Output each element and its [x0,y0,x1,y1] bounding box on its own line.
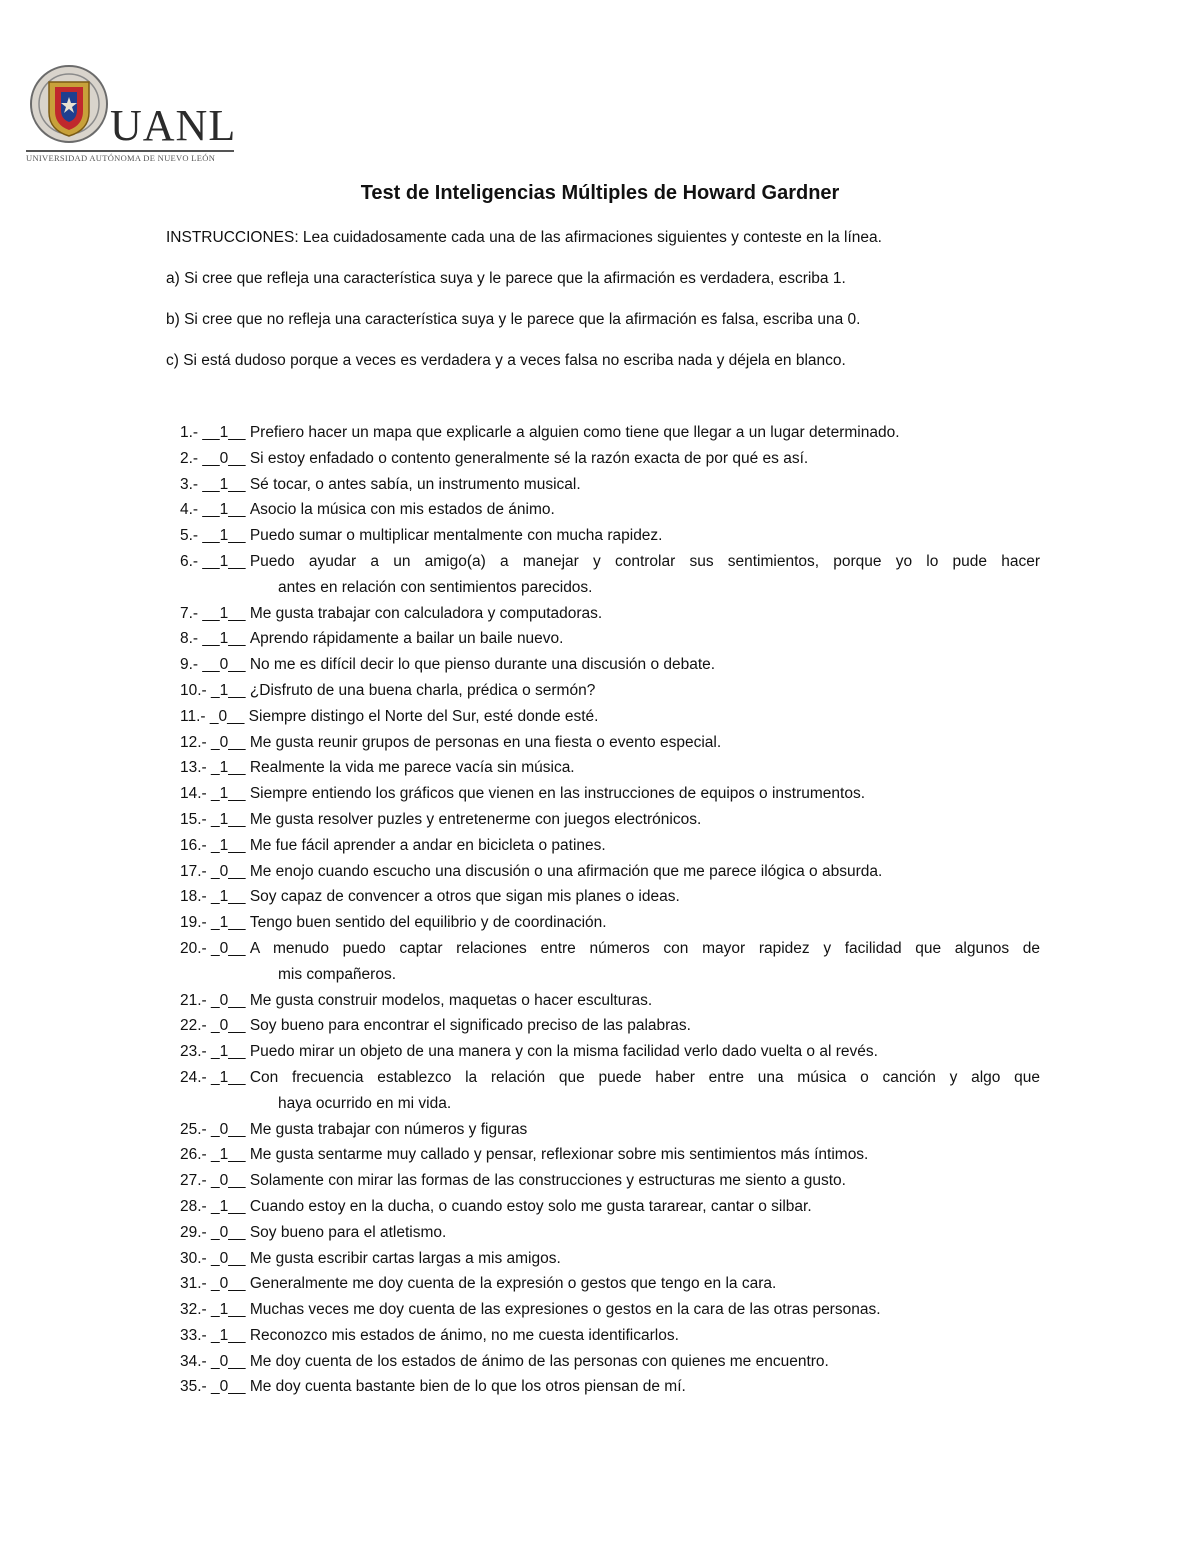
question-item [180,1220,1040,1246]
question-item [180,678,1040,704]
question-item [180,910,1040,936]
question-number: 11.- [180,707,206,725]
question-text: Prefiero hacer un mapa que explicarle a alguien como tiene que llegar a un lugar determinado. [249,424,900,441]
answer-field[interactable]: _1__ [206,1146,250,1164]
answer-field[interactable]: _0__ [206,862,250,880]
question-text: No me es difícil decir lo que pienso durante una discusión o debate. [249,656,716,674]
question-text: Cuando estoy en la ducha, o cuando estoy solo me gusta tararear, cantar o silbar. [249,1197,812,1215]
answer-field[interactable]: __1__ [198,424,250,441]
answer-field[interactable]: _0__ [206,733,250,751]
question-item [180,601,1040,627]
question-number: 3.- [180,475,199,493]
question-number: 20.- [180,939,207,957]
question-item [180,549,1040,601]
question-list [180,420,1040,1400]
question-number: 7.- [180,604,199,622]
answer-field[interactable]: __1__ [198,501,250,519]
question-item [180,859,1040,885]
question-item [180,1349,1040,1375]
question-text: Tengo buen sentido del equilibrio y de coordinación. [249,914,607,932]
answer-field[interactable]: _0__ [206,939,250,957]
answer-field[interactable]: _0__ [206,1352,250,1370]
question-item [180,730,1040,756]
question-item [180,781,1040,807]
question-item [180,497,1040,523]
question-number: 26.- [180,1146,207,1164]
question-number: 27.- [180,1172,207,1190]
question-number: 13.- [180,759,207,777]
answer-field[interactable]: _1__ [206,1043,250,1061]
question-text: Soy capaz de convencer a otros que sigan mis planes o ideas. [249,888,680,906]
question-number: 22.- [180,1017,207,1035]
question-item [180,472,1040,498]
question-item [180,1194,1040,1220]
question-item [180,884,1040,910]
answer-field[interactable]: _1__ [206,1068,250,1086]
question-number: 29.- [180,1223,207,1241]
question-text: Reconozco mis estados de ánimo, no me cuesta identificarlos. [249,1326,679,1344]
answer-field[interactable]: _0__ [206,1120,250,1138]
question-number: 30.- [180,1249,207,1267]
question-item [180,1065,1040,1117]
answer-field[interactable]: _0__ [206,1275,250,1293]
question-text: Me gusta sentarme muy callado y pensar, reflexionar sobre mis sentimientos más íntimos. [249,1146,869,1164]
answer-field[interactable]: _0__ [206,1223,250,1241]
question-number: 8.- [180,630,199,648]
question-text: A menudo puedo captar relaciones entre números con mayor rapidez y facilidad que algunos de [249,939,1040,957]
question-text: ¿Disfruto de una buena charla, prédica o sermón? [249,681,596,699]
question-text-continued: haya ocurrido en mi vida. [278,1094,452,1112]
question-text: Realmente la vida me parece vacía sin música. [249,759,575,777]
question-number: 1.- [180,424,199,441]
answer-field[interactable]: __1__ [198,630,250,648]
question-text: Siempre entiendo los gráficos que vienen en las instrucciones de equipos o instrumentos. [249,785,866,803]
question-number: 4.- [180,501,199,519]
question-number: 19.- [180,914,207,932]
question-number: 6.- [180,552,199,570]
answer-field[interactable]: _1__ [206,1326,250,1344]
question-number: 34.- [180,1352,207,1370]
question-text: Solamente con mirar las formas de las construcciones y estructuras me siento a gusto. [249,1172,846,1190]
question-text: Soy bueno para encontrar el significado preciso de las palabras. [249,1017,691,1035]
answer-field[interactable]: __1__ [198,604,250,622]
answer-field[interactable]: __0__ [198,449,250,467]
question-text: Me gusta escribir cartas largas a mis amigos. [249,1249,561,1267]
question-text: Muchas veces me doy cuenta de las expresiones o gestos en la cara de las otras personas. [249,1301,881,1319]
question-number: 16.- [180,836,207,854]
instructions-main: INSTRUCCIONES: Lea cuidadosamente cada una de las afirmaciones siguientes y conteste en la línea. [166,229,882,246]
question-number: 24.- [180,1068,207,1086]
question-number: 33.- [180,1326,207,1344]
question-item [180,1039,1040,1065]
question-text: Siempre distingo el Norte del Sur, esté donde esté. [248,707,599,725]
answer-field[interactable]: _1__ [206,785,250,803]
question-item [180,1117,1040,1143]
logo-divider [26,150,234,152]
question-number: 23.- [180,1043,207,1061]
answer-field[interactable]: _0__ [206,1172,250,1190]
instruction-b: b) Si cree que no refleja una característica suya y le parece que la afirmación es falsa, escriba una 0. [166,311,861,328]
page-title: Test de Inteligencias Múltiples de Howard Gardner [360,182,840,204]
question-text-continued: mis compañeros. [278,965,397,983]
logo-wordmark: UANL [110,101,237,150]
instruction-c: c) Si está dudoso porque a veces es verdadera y a veces falsa no escriba nada y déjela en blanco. [166,352,846,369]
question-item [180,652,1040,678]
question-text: Puedo sumar o multiplicar mentalmente con mucha rapidez. [249,527,663,545]
answer-field[interactable]: __1__ [198,475,250,493]
answer-field[interactable]: _1__ [206,1301,250,1319]
question-number: 21.- [180,991,207,1009]
question-number: 2.- [180,449,199,467]
question-number: 31.- [180,1275,207,1293]
question-item [180,704,1040,730]
question-text: Me doy cuenta de los estados de ánimo de las personas con quienes me encuentro. [249,1352,829,1370]
question-number: 5.- [180,527,199,545]
question-item [180,1013,1040,1039]
question-text: Me gusta construir modelos, maquetas o hacer esculturas. [249,991,653,1009]
question-text: Me fue fácil aprender a andar en bicicleta o patines. [249,836,606,854]
answer-field[interactable]: _1__ [206,836,250,854]
question-text: Si estoy enfadado o contento generalmente sé la razón exacta de por qué es así. [249,449,809,467]
question-item [180,1271,1040,1297]
question-number: 18.- [180,888,207,906]
answer-field[interactable]: _1__ [206,1197,250,1215]
question-number: 35.- [180,1378,207,1396]
question-text: Con frecuencia establezco la relación que puede haber entre una música o canción y algo que [249,1068,1040,1086]
question-number: 9.- [180,656,199,674]
answer-field[interactable]: _0__ [206,991,250,1009]
answer-field[interactable]: _0__ [206,1378,250,1396]
answer-field[interactable]: _1__ [206,914,250,932]
question-text: Asocio la música con mis estados de ánimo. [249,501,555,519]
question-item [180,420,1040,446]
question-text: Me gusta reunir grupos de personas en una fiesta o evento especial. [249,733,722,751]
question-text: Me gusta resolver puzles y entretenerme con juegos electrónicos. [249,810,702,828]
answer-field[interactable]: __0__ [198,656,250,674]
question-item [180,755,1040,781]
question-text: Me gusta trabajar con números y figuras [249,1120,528,1138]
question-number: 28.- [180,1197,207,1215]
question-text-continued: antes en relación con sentimientos parecidos. [278,578,593,596]
answer-field[interactable]: _1__ [206,888,250,906]
question-item [180,1142,1040,1168]
question-item [180,446,1040,472]
answer-field[interactable]: _0__ [206,1249,250,1267]
question-item [180,988,1040,1014]
question-text: Aprendo rápidamente a bailar un baile nuevo. [249,630,564,648]
question-text: Puedo mirar un objeto de una manera y con la misma facilidad verlo dado vuelta o al revés. [249,1043,878,1061]
answer-field[interactable]: _0__ [205,707,249,725]
question-item [180,1168,1040,1194]
shield-icon [24,64,114,154]
answer-field[interactable]: __1__ [198,552,250,570]
question-item [180,523,1040,549]
question-item [180,807,1040,833]
question-text: Puedo ayudar a un amigo(a) a manejar y controlar sus sentimientos, porque yo lo pude hacer [249,552,1040,570]
question-item [180,1246,1040,1272]
question-item [180,936,1040,988]
question-text: Sé tocar, o antes sabía, un instrumento musical. [249,475,581,493]
question-number: 10.- [180,681,207,699]
answer-field[interactable]: _0__ [206,1017,250,1035]
question-text: Generalmente me doy cuenta de la expresión o gestos que tengo en la cara. [249,1275,777,1293]
question-number: 15.- [180,810,207,828]
uanl-logo [24,64,244,164]
question-number: 17.- [180,862,207,880]
question-number: 12.- [180,733,207,751]
question-number: 14.- [180,785,207,803]
question-text: Me gusta trabajar con calculadora y computadoras. [249,604,603,622]
answer-field[interactable]: __1__ [198,527,250,545]
question-item [180,1374,1040,1400]
question-number: 25.- [180,1120,207,1138]
instruction-a: a) Si cree que refleja una característica suya y le parece que la afirmación es verdadera, escriba 1. [166,270,846,287]
question-text: Me doy cuenta bastante bien de lo que los otros piensan de mí. [249,1378,686,1396]
question-item [180,833,1040,859]
answer-field[interactable]: _1__ [206,759,250,777]
question-text: Soy bueno para el atletismo. [249,1223,447,1241]
question-item [180,1297,1040,1323]
question-text: Me enojo cuando escucho una discusión o una afirmación que me parece ilógica o absurda. [249,862,883,880]
logo-subtitle: UNIVERSIDAD AUTÓNOMA DE NUEVO LEÓN [26,153,216,163]
question-item [180,1323,1040,1349]
answer-field[interactable]: _1__ [206,681,250,699]
question-number: 32.- [180,1301,207,1319]
question-item [180,626,1040,652]
answer-field[interactable]: _1__ [206,810,250,828]
